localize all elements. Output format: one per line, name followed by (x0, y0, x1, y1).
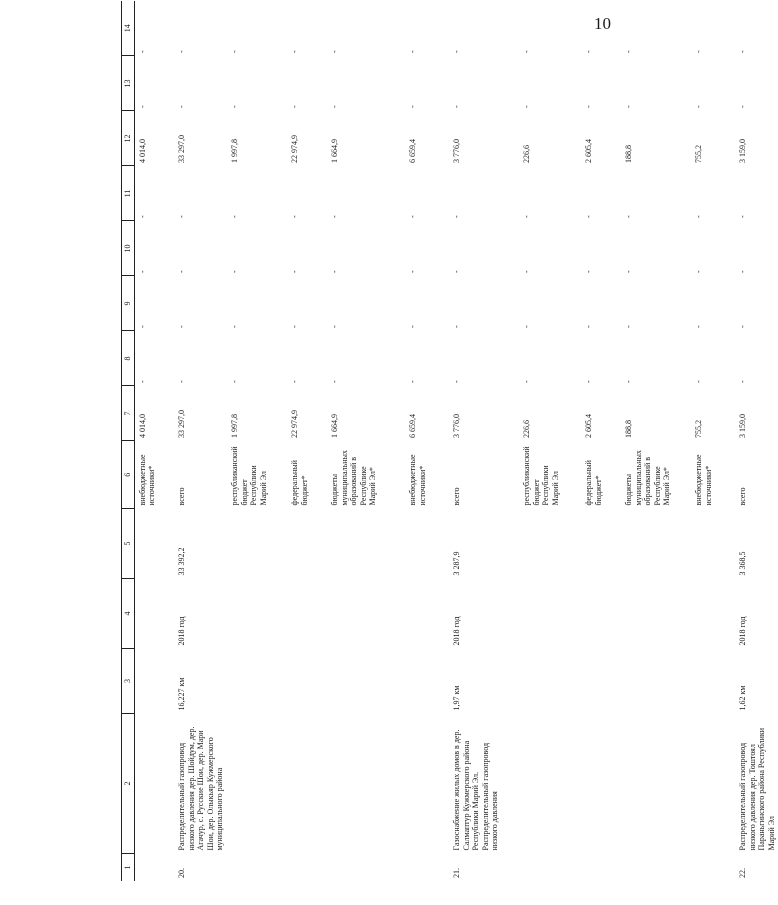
table-cell: 22 974,9 (290, 410, 300, 438)
table-cell: - (624, 105, 634, 108)
column-number-14: 14 (122, 1, 135, 56)
table-cell (287, 579, 327, 649)
table-cell: федеральный бюджет* (584, 460, 603, 506)
table-cell: 226,6 (522, 145, 532, 163)
table-cell: 20. (177, 868, 187, 878)
table-cell: - (522, 105, 532, 108)
table-body (122, 1, 778, 881)
table-cell (227, 649, 287, 714)
table-cell: Газоснабжение жилых домов в дер. Салмаптур Кужмерского района Республики Марий Эл. Распределительный газопровод низкого давления (452, 729, 500, 851)
table-cell: - (522, 215, 532, 218)
table-cell: - (408, 325, 418, 328)
table-cell (621, 649, 691, 714)
table-cell: - (694, 270, 704, 273)
table-cell: - (230, 270, 240, 273)
table-cell: - (290, 215, 300, 218)
column-number-5: 5 (122, 509, 135, 579)
table-cell: - (137, 215, 147, 218)
table-cell: всего (738, 487, 748, 506)
table-cell: - (137, 325, 147, 328)
column-number-6: 6 (122, 441, 135, 509)
table-cell: внебюджетные источники* (408, 454, 427, 506)
table-cell: 226,6 (522, 420, 532, 438)
table-cell (405, 509, 449, 579)
table-row (691, 1, 735, 881)
table-cell: 22 974,9 (290, 135, 300, 163)
table-cell (691, 579, 735, 649)
table-cell (519, 579, 581, 649)
table-cell: 188,8 (624, 145, 634, 163)
table-cell: - (694, 215, 704, 218)
table-cell: - (408, 380, 418, 383)
table-cell: 3 776,0 (452, 414, 462, 438)
column-number-8: 8 (122, 331, 135, 386)
table-cell: федеральный бюджет* (290, 460, 309, 506)
table-cell (519, 714, 581, 854)
table-cell: 1 997,8 (230, 414, 240, 438)
table-cell (134, 509, 174, 579)
table-cell: 1,97 км (452, 685, 462, 711)
table-cell: 3 287,9 (452, 551, 462, 576)
table-cell: - (177, 325, 187, 328)
table-cell (581, 854, 621, 882)
table-cell: 2018 год (738, 616, 748, 646)
table-cell: - (290, 105, 300, 108)
column-number-header (122, 1, 135, 881)
table-cell (227, 579, 287, 649)
table-cell: 33 297,0 (177, 410, 187, 438)
table-cell: - (137, 380, 147, 383)
table-row (405, 1, 449, 881)
table-cell: - (738, 215, 748, 218)
table-cell (227, 854, 287, 882)
table-cell: - (330, 270, 340, 273)
table-row (287, 1, 327, 881)
table-row (581, 1, 621, 881)
table-cell: - (137, 50, 147, 53)
table-cell: - (522, 270, 532, 273)
table-cell: - (624, 215, 634, 218)
table-cell: 188,8 (624, 420, 634, 438)
table-cell: - (624, 50, 634, 53)
table-cell: 33 297,0 (177, 135, 187, 163)
table-cell: 3 159,0 (738, 414, 748, 438)
table-cell: - (452, 105, 462, 108)
table-cell (581, 714, 621, 854)
column-number-13: 13 (122, 56, 135, 111)
table-cell: 1 664,9 (330, 139, 340, 163)
table-cell (621, 714, 691, 854)
page-number: 10 (594, 14, 611, 33)
table-cell: 4 014,0 (137, 414, 147, 438)
table-cell: - (694, 105, 704, 108)
table-cell (581, 579, 621, 649)
column-number-7: 7 (122, 386, 135, 441)
table-cell: - (230, 380, 240, 383)
table-cell: 2018 год (452, 616, 462, 646)
table-cell (581, 649, 621, 714)
table-cell: 33 392,2 (177, 547, 187, 576)
table-cell (287, 714, 327, 854)
table-cell: - (624, 270, 634, 273)
table-cell (621, 854, 691, 882)
table-cell: 755,2 (694, 145, 704, 163)
table-cell: - (522, 50, 532, 53)
table-cell: внебюджетные источники* (694, 454, 713, 506)
table-cell: - (584, 215, 594, 218)
table-cell: 16,227 км (177, 677, 187, 711)
table-cell: - (452, 50, 462, 53)
table-cell: - (584, 270, 594, 273)
table-cell: - (584, 105, 594, 108)
table-cell: - (408, 270, 418, 273)
table-cell: - (452, 325, 462, 328)
table-cell: - (290, 270, 300, 273)
table-cell (581, 509, 621, 579)
table-cell: 6 659,4 (408, 414, 418, 438)
table-cell (287, 649, 327, 714)
column-number-10: 10 (122, 221, 135, 276)
table-cell: республиканский бюджет Республики Марий Эл (230, 446, 268, 506)
rotated-table-sheet (121, 1, 776, 881)
table-cell (327, 509, 405, 579)
table-cell: - (738, 270, 748, 273)
table-row (227, 1, 287, 881)
table-cell: - (290, 50, 300, 53)
table-cell (134, 649, 174, 714)
table-row (174, 1, 227, 881)
table-row (134, 1, 174, 881)
table-cell (287, 509, 327, 579)
table-cell: - (230, 50, 240, 53)
table-cell: - (330, 50, 340, 53)
table-cell (405, 649, 449, 714)
table-cell: - (177, 215, 187, 218)
table-cell (327, 579, 405, 649)
table-cell: - (230, 105, 240, 108)
table-row (735, 1, 778, 881)
table-cell: 6 659,4 (408, 139, 418, 163)
table-cell: - (177, 50, 187, 53)
table-cell (691, 509, 735, 579)
table-cell (621, 579, 691, 649)
table-cell: - (452, 215, 462, 218)
table-cell (227, 509, 287, 579)
table-cell (519, 509, 581, 579)
table-cell: - (738, 50, 748, 53)
table-cell: - (408, 105, 418, 108)
table-cell: - (290, 325, 300, 328)
table-cell: 4 014,0 (137, 139, 147, 163)
column-number-12: 12 (122, 111, 135, 166)
table-cell: - (522, 380, 532, 383)
column-number-4: 4 (122, 579, 135, 649)
table-cell: - (330, 105, 340, 108)
table-cell: - (694, 50, 704, 53)
table-cell: 1,62 км (738, 685, 748, 711)
table-cell: - (330, 380, 340, 383)
table-cell: внебюджетные источники* (137, 454, 157, 506)
table-cell (405, 714, 449, 854)
column-number-1: 1 (122, 854, 135, 882)
table-cell (327, 714, 405, 854)
table-cell (134, 714, 174, 854)
table-cell: 2 605,4 (584, 139, 594, 163)
table-cell: - (290, 380, 300, 383)
table-cell: - (694, 325, 704, 328)
table-cell: - (177, 105, 187, 108)
table-cell: всего (177, 487, 187, 506)
table-row (519, 1, 581, 881)
table-cell (621, 509, 691, 579)
table-cell (405, 579, 449, 649)
table-cell: 3 368,5 (738, 551, 748, 576)
table-cell: - (624, 325, 634, 328)
table-cell (287, 854, 327, 882)
table-cell: - (624, 380, 634, 383)
table-cell (227, 714, 287, 854)
table-row (327, 1, 405, 881)
table-cell: 2 605,4 (584, 414, 594, 438)
table-cell: 3 159,0 (738, 139, 748, 163)
table-cell (327, 854, 405, 882)
table-cell: - (452, 270, 462, 273)
table-cell (519, 854, 581, 882)
table-cell: - (584, 325, 594, 328)
table-cell (134, 579, 174, 649)
table-cell (405, 854, 449, 882)
column-number-2: 2 (122, 714, 135, 854)
table-cell: 3 776,0 (452, 139, 462, 163)
table-cell: - (177, 270, 187, 273)
table-cell: - (738, 325, 748, 328)
table-cell (519, 649, 581, 714)
table-cell: - (137, 105, 147, 108)
table-cell: 22. (738, 868, 748, 878)
table-row (621, 1, 691, 881)
table-cell: 21. (452, 868, 462, 878)
table-cell: - (408, 215, 418, 218)
table-cell: - (738, 105, 748, 108)
table-cell: - (177, 380, 187, 383)
column-number-3: 3 (122, 649, 135, 714)
table-cell: 755,2 (694, 420, 704, 438)
table-cell: 2018 год (177, 616, 187, 646)
table-cell: 1 997,8 (230, 139, 240, 163)
table-cell: - (452, 380, 462, 383)
table-cell (691, 714, 735, 854)
table-cell: - (408, 50, 418, 53)
table-cell: Распределительный газопровод низкого давления дер. Тоштоял Параньгинского района Республики Марий Эл (738, 727, 776, 851)
table-cell: - (230, 215, 240, 218)
table-cell: 1 664,9 (330, 414, 340, 438)
table-cell: - (137, 270, 147, 273)
table-cell: - (694, 380, 704, 383)
table-cell (327, 649, 405, 714)
financing-table (121, 1, 778, 881)
table-cell: Распределительный газопровод низкого давления дер. Шойдум, дер. Агачур, с. Русские Шои, дер. Мари Шои, дер. Олыкьяр Кужмерского муниципального района (177, 726, 225, 851)
table-cell: - (584, 50, 594, 53)
column-number-11: 11 (122, 166, 135, 221)
table-cell (134, 854, 174, 882)
table-cell: - (330, 215, 340, 218)
column-number-9: 9 (122, 276, 135, 331)
table-cell: - (330, 325, 340, 328)
table-cell: республиканский бюджет Республики Марий Эл (522, 446, 560, 506)
table-cell: - (738, 380, 748, 383)
table-cell (691, 854, 735, 882)
table-cell: - (522, 325, 532, 328)
table-cell: бюджеты муниципальных образований в Республике Марий Эл* (624, 450, 672, 506)
table-cell: - (584, 380, 594, 383)
table-cell (691, 649, 735, 714)
table-cell: бюджеты муниципальных образований в Республике Марий Эл* (330, 450, 378, 506)
table-cell: всего (452, 487, 462, 506)
table-cell: - (230, 325, 240, 328)
table-row (449, 1, 519, 881)
